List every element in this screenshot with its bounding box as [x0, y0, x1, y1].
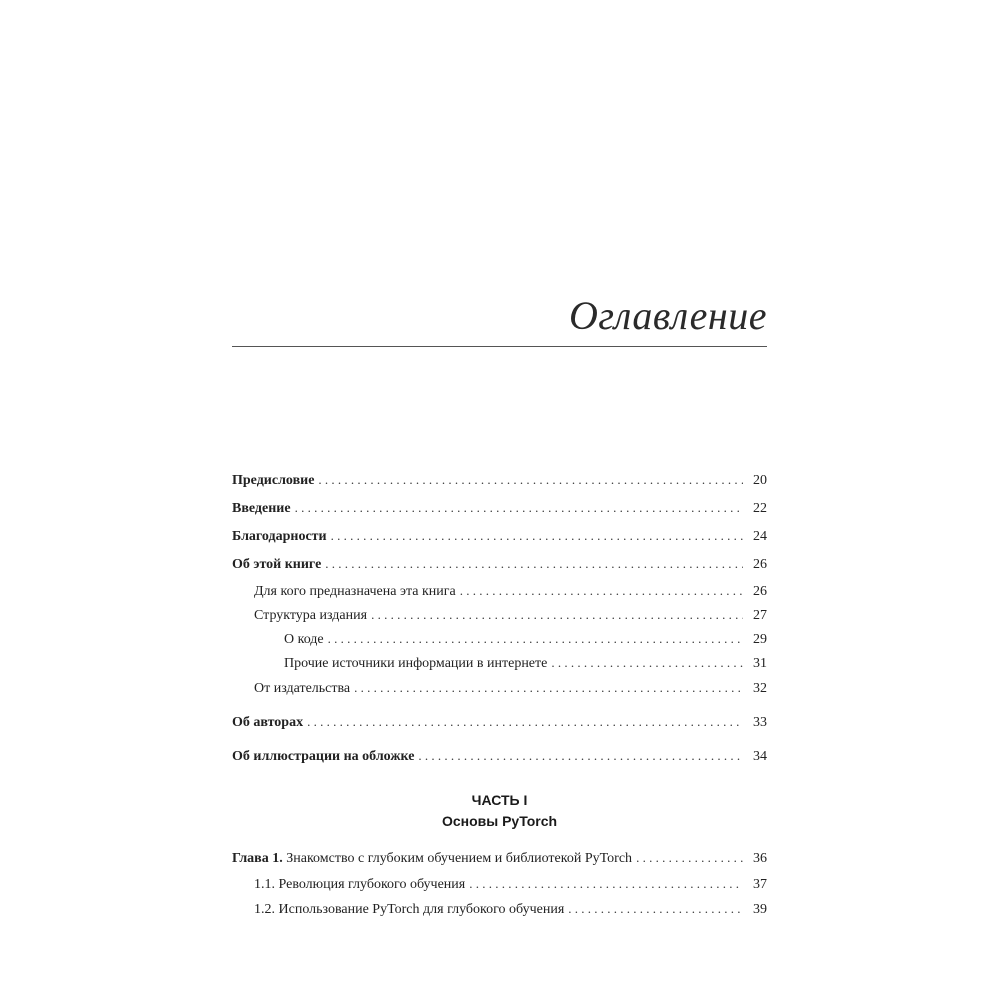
title-rule [232, 346, 767, 347]
toc-entry-section-1-2[interactable] [232, 898, 767, 920]
toc-leader-dots [460, 580, 743, 602]
toc-entry-publisher[interactable] [232, 677, 767, 699]
chapter-prefix: Глава 1. [232, 851, 283, 866]
toc-page-number: 26 [753, 584, 767, 599]
toc-entry-label: Введение [232, 501, 291, 516]
toc-page-number: 33 [753, 715, 767, 730]
toc-page-number: 31 [753, 656, 767, 671]
toc-leader-dots [636, 847, 743, 869]
toc-entry-label: О коде [284, 632, 324, 647]
toc-entry-online-sources[interactable] [232, 652, 767, 674]
toc-entry-label: 1.2. Использование PyTorch для глубокого обучения [254, 902, 565, 917]
toc-entry-about-code[interactable] [232, 628, 767, 650]
toc-entry-section-1-1[interactable] [232, 873, 767, 895]
toc-entry-label: Об этой книге [232, 557, 322, 572]
toc-page-number: 24 [753, 529, 767, 544]
toc-entry-label: Об авторах [232, 715, 304, 730]
toc-leader-dots [331, 525, 743, 547]
toc-page-number: 26 [753, 557, 767, 572]
toc-leader-dots [325, 553, 743, 575]
part-title: Основы PyTorch [441, 813, 558, 829]
toc-page-number: 22 [753, 501, 767, 516]
toc-entry-audience[interactable] [232, 580, 767, 602]
toc-entry-label: Для кого предназначена эта книга [254, 584, 456, 599]
toc-entry-acknowledgements[interactable] [232, 525, 767, 547]
toc-page-number: 34 [753, 749, 767, 764]
toc-entry-cover-illustration[interactable] [232, 745, 767, 767]
toc-leader-dots [328, 628, 743, 650]
toc-entry-label: Благодарности [232, 529, 327, 544]
toc-entry-structure[interactable] [232, 604, 767, 626]
toc-leader-dots [307, 711, 743, 733]
toc-entry-introduction[interactable] [232, 497, 767, 519]
toc-page-number: 37 [753, 877, 767, 892]
toc-page-number: 39 [753, 902, 767, 917]
chapter-title: Знакомство с глубоким обучением и библиотекой PyTorch [286, 851, 633, 866]
toc-page-number: 27 [753, 608, 767, 623]
toc-entry-label: Структура издания [254, 608, 368, 623]
toc-leader-dots [568, 898, 743, 920]
toc-entry-label: Прочие источники информации в интернете [284, 656, 548, 671]
toc-leader-dots [551, 652, 743, 674]
toc-leader-dots [469, 873, 743, 895]
toc-entry-about-book[interactable] [232, 553, 767, 575]
toc-leader-dots [354, 677, 743, 699]
toc-entry-label: 1.1. Революция глубокого обучения [254, 877, 466, 892]
toc-entry-label: Предисловие [232, 473, 315, 488]
toc-page-number: 20 [753, 473, 767, 488]
toc-entry-chapter-1[interactable] [232, 847, 767, 869]
toc-leader-dots [318, 469, 743, 491]
toc-leader-dots [295, 497, 743, 519]
toc-entry-preface[interactable] [232, 469, 767, 491]
toc-entry-about-authors[interactable] [232, 711, 767, 733]
part-number: ЧАСТЬ I [471, 792, 528, 808]
toc-leader-dots [418, 745, 743, 767]
toc-page-number: 32 [753, 681, 767, 696]
toc-entry-label: От издательства [254, 681, 351, 696]
toc-entry-label: Об иллюстрации на обложке [232, 749, 415, 764]
page-title: Оглавление [568, 293, 767, 338]
toc-page-number: 29 [753, 632, 767, 647]
toc-entry-label [232, 848, 636, 870]
toc-leader-dots [371, 604, 743, 626]
toc-page-number: 36 [753, 851, 767, 866]
